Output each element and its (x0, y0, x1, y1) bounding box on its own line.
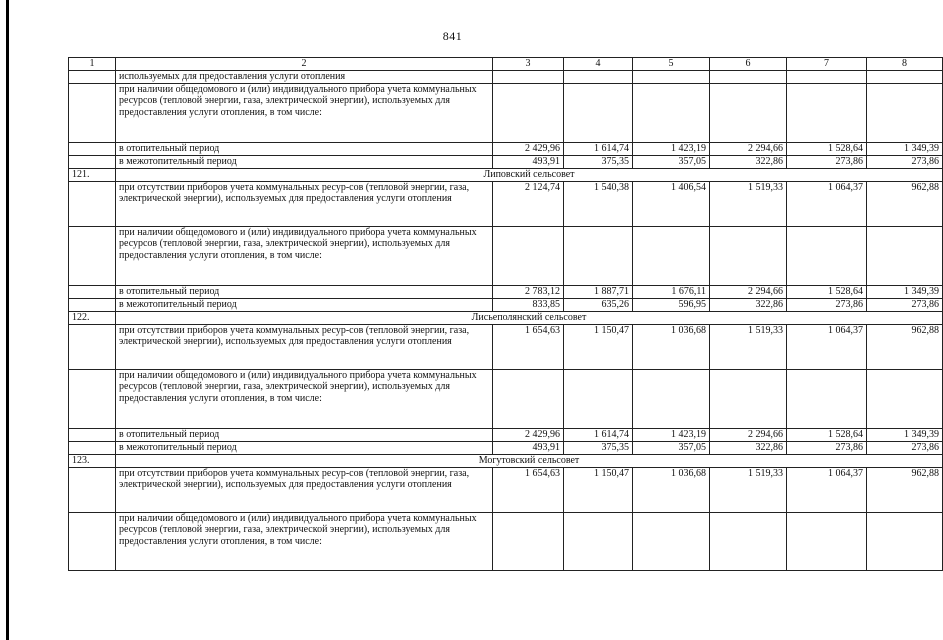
row-description: при наличии общедомового и (или) индивидуального прибора учета коммунальных ресурсов (тепловой энергии, газа, электрической энергии), используемых для предоставления услуги отопления, в том числе: (116, 226, 493, 285)
value-cell: 1 528,64 (787, 142, 867, 155)
section-row (69, 311, 943, 324)
value-cell (564, 369, 633, 428)
value-cell: 2 783,12 (493, 285, 564, 298)
value-cell: 1 528,64 (787, 285, 867, 298)
header-cell: 3 (493, 58, 564, 71)
row-description: при отсутствии приборов учета коммунальных ресур-сов (тепловой энергии, газа, электрической энергии), используемых для предоставления услуги отопления (116, 324, 493, 369)
section-title: Липовский сельсовет (116, 168, 943, 181)
value-cell: 273,86 (867, 155, 943, 168)
row-description: при отсутствии приборов учета коммунальных ресур-сов (тепловой энергии, газа, электрической энергии), используемых для предоставления услуги отопления (116, 181, 493, 226)
value-cell (633, 226, 710, 285)
value-cell: 1 064,37 (787, 181, 867, 226)
table-row (69, 298, 943, 311)
table-row (69, 467, 943, 512)
value-cell: 375,35 (564, 155, 633, 168)
row-number-cell (69, 83, 116, 142)
row-description: в отопительный период (116, 142, 493, 155)
value-cell (787, 70, 867, 83)
value-cell (633, 70, 710, 83)
value-cell: 493,91 (493, 155, 564, 168)
value-cell (867, 512, 943, 570)
row-number-cell (69, 70, 116, 83)
value-cell: 322,86 (710, 298, 787, 311)
row-description: в отопительный период (116, 285, 493, 298)
header-cell: 5 (633, 58, 710, 71)
table-row (69, 226, 943, 285)
value-cell (633, 369, 710, 428)
value-cell: 962,88 (867, 467, 943, 512)
section-row (69, 454, 943, 467)
value-cell: 1 519,33 (710, 467, 787, 512)
row-number-cell (69, 467, 116, 512)
header-row (69, 58, 943, 71)
section-title: Могутовский сельсовет (116, 454, 943, 467)
table-row (69, 70, 943, 83)
value-cell: 1 423,19 (633, 142, 710, 155)
header-cell: 2 (116, 58, 493, 71)
value-cell: 2 294,66 (710, 142, 787, 155)
value-cell (633, 83, 710, 142)
row-description: при наличии общедомового и (или) индивидуального прибора учета коммунальных ресурсов (тепловой энергии, газа, электрической энергии), используемых для предоставления услуги отопления, в том числе: (116, 83, 493, 142)
value-cell: 1 519,33 (710, 324, 787, 369)
table-row (69, 285, 943, 298)
row-number-cell (69, 324, 116, 369)
row-number-cell (69, 441, 116, 454)
value-cell (564, 70, 633, 83)
value-cell (867, 226, 943, 285)
row-number-cell (69, 155, 116, 168)
value-cell (493, 226, 564, 285)
row-description: в межотопительный период (116, 298, 493, 311)
value-cell: 1 064,37 (787, 467, 867, 512)
section-number: 121. (69, 168, 116, 181)
value-cell (710, 226, 787, 285)
value-cell (867, 369, 943, 428)
row-number-cell (69, 285, 116, 298)
header-cell: 4 (564, 58, 633, 71)
row-number-cell (69, 181, 116, 226)
value-cell: 1 676,11 (633, 285, 710, 298)
row-number-cell (69, 142, 116, 155)
tariff-table (68, 57, 943, 571)
table-row (69, 512, 943, 570)
value-cell (633, 512, 710, 570)
section-number: 122. (69, 311, 116, 324)
value-cell: 357,05 (633, 155, 710, 168)
value-cell (710, 512, 787, 570)
value-cell: 2 429,96 (493, 142, 564, 155)
value-cell: 322,86 (710, 441, 787, 454)
header-cell: 8 (867, 58, 943, 71)
row-description: при отсутствии приборов учета коммунальных ресур-сов (тепловой энергии, газа, электрической энергии), используемых для предоставления услуги отопления (116, 467, 493, 512)
value-cell (787, 83, 867, 142)
row-number-cell (69, 226, 116, 285)
value-cell (493, 369, 564, 428)
value-cell: 1 036,68 (633, 324, 710, 369)
value-cell (564, 226, 633, 285)
table-row (69, 83, 943, 142)
header-cell: 6 (710, 58, 787, 71)
row-description: при наличии общедомового и (или) индивидуального прибора учета коммунальных ресурсов (тепловой энергии, газа, электрической энергии), используемых для предоставления услуги отопления, в том числе: (116, 369, 493, 428)
header-cell: 7 (787, 58, 867, 71)
row-description: используемых для предоставления услуги отопления (116, 70, 493, 83)
value-cell: 1 349,39 (867, 428, 943, 441)
value-cell: 493,91 (493, 441, 564, 454)
value-cell (564, 512, 633, 570)
value-cell: 1 528,64 (787, 428, 867, 441)
value-cell: 1 406,54 (633, 181, 710, 226)
row-number-cell (69, 512, 116, 570)
value-cell: 1 614,74 (564, 428, 633, 441)
row-description: в отопительный период (116, 428, 493, 441)
value-cell (564, 83, 633, 142)
value-cell: 273,86 (787, 155, 867, 168)
value-cell: 357,05 (633, 441, 710, 454)
value-cell: 1 064,37 (787, 324, 867, 369)
value-cell: 273,86 (787, 298, 867, 311)
value-cell: 2 429,96 (493, 428, 564, 441)
value-cell: 833,85 (493, 298, 564, 311)
section-row (69, 168, 943, 181)
value-cell (867, 70, 943, 83)
value-cell (710, 83, 787, 142)
value-cell: 273,86 (867, 441, 943, 454)
row-description: в межотопительный период (116, 155, 493, 168)
row-number-cell (69, 428, 116, 441)
table-row (69, 369, 943, 428)
value-cell: 273,86 (867, 298, 943, 311)
value-cell: 962,88 (867, 181, 943, 226)
value-cell: 2 294,66 (710, 428, 787, 441)
value-cell: 1 654,63 (493, 467, 564, 512)
table-body (69, 70, 943, 570)
page-number: 841 (442, 29, 463, 43)
value-cell: 322,86 (710, 155, 787, 168)
value-cell: 2 124,74 (493, 181, 564, 226)
row-number-cell (69, 369, 116, 428)
value-cell (710, 369, 787, 428)
value-cell (493, 70, 564, 83)
section-title: Лисьеполянский сельсовет (116, 311, 943, 324)
value-cell (710, 70, 787, 83)
value-cell: 2 294,66 (710, 285, 787, 298)
table-row (69, 181, 943, 226)
row-number-cell (69, 298, 116, 311)
value-cell (787, 512, 867, 570)
table-row (69, 155, 943, 168)
value-cell: 635,26 (564, 298, 633, 311)
table-row (69, 142, 943, 155)
value-cell (493, 512, 564, 570)
value-cell (867, 83, 943, 142)
row-description: при наличии общедомового и (или) индивидуального прибора учета коммунальных ресурсов (тепловой энергии, газа, электрической энергии), используемых для предоставления услуги отопления, в том числе: (116, 512, 493, 570)
table-row (69, 441, 943, 454)
scan-edge-bar (6, 0, 9, 640)
section-number: 123. (69, 454, 116, 467)
value-cell: 273,86 (787, 441, 867, 454)
value-cell (787, 369, 867, 428)
value-cell (493, 83, 564, 142)
value-cell: 1 887,71 (564, 285, 633, 298)
value-cell: 1 654,63 (493, 324, 564, 369)
value-cell: 1 150,47 (564, 324, 633, 369)
table-row (69, 324, 943, 369)
value-cell: 375,35 (564, 441, 633, 454)
table-row (69, 428, 943, 441)
value-cell: 1 349,39 (867, 142, 943, 155)
value-cell: 1 150,47 (564, 467, 633, 512)
value-cell: 962,88 (867, 324, 943, 369)
header-cell: 1 (69, 58, 116, 71)
value-cell: 596,95 (633, 298, 710, 311)
row-description: в межотопительный период (116, 441, 493, 454)
value-cell: 1 540,38 (564, 181, 633, 226)
value-cell: 1 349,39 (867, 285, 943, 298)
value-cell: 1 036,68 (633, 467, 710, 512)
value-cell: 1 614,74 (564, 142, 633, 155)
value-cell: 1 423,19 (633, 428, 710, 441)
value-cell (787, 226, 867, 285)
value-cell: 1 519,33 (710, 181, 787, 226)
